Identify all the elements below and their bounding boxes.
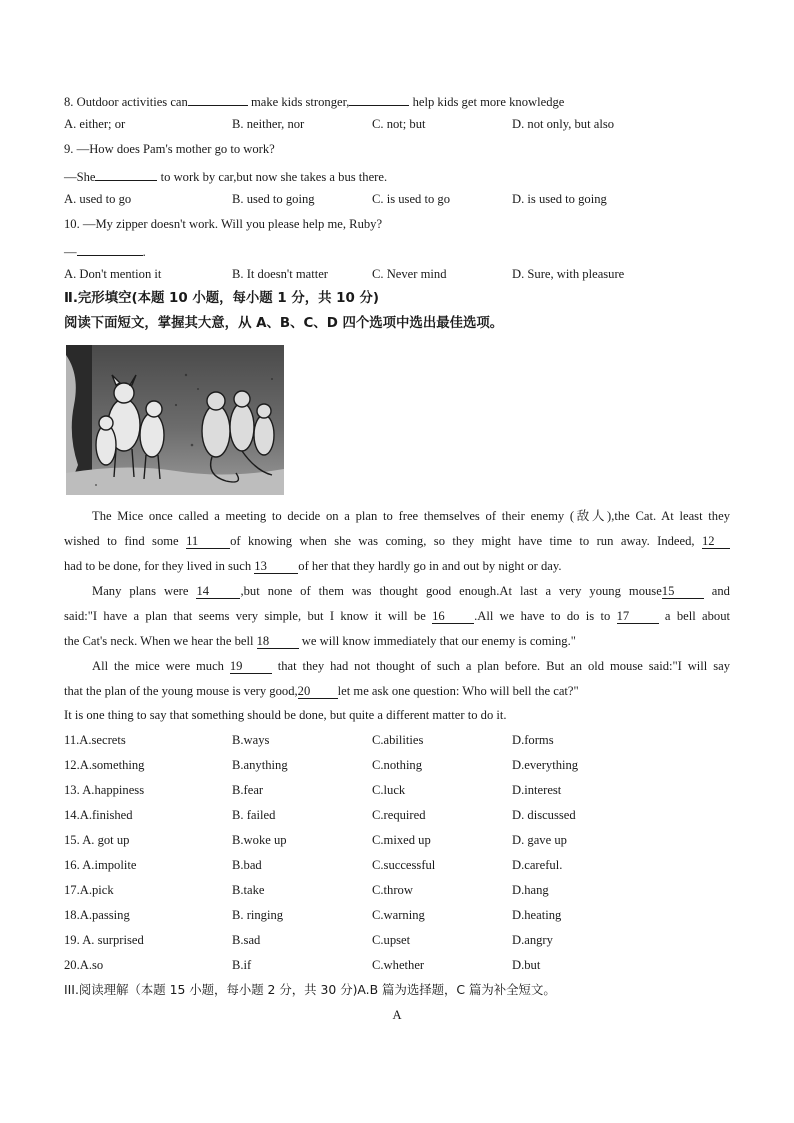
cloze-option-16-b: B.bad — [232, 858, 262, 872]
cloze-option-17-d: D.hang — [512, 883, 549, 897]
cloze-option-13-a: 13. A.happiness — [64, 783, 145, 797]
section-3-heading: III.阅读理解（本题 15 小题，每小题 2 分，共 30 分)A.B 篇为选择题，C 篇为补全短文。 — [64, 982, 556, 997]
q9-option-c: C. is used to go — [372, 192, 451, 206]
cloze-option-12-c: C.nothing — [372, 758, 423, 772]
question-10-answer-line: — . — [64, 241, 146, 260]
cloze-blank-17: 17 — [617, 609, 659, 624]
cloze-option-18-c: C.warning — [372, 908, 425, 922]
cloze-option-12-a: 12.A.something — [64, 758, 145, 772]
passage-paragraph-1: The Mice once called a meeting to decide on a plan to free themselves of their enemy (敌人),the Cat. At least they wished to find some 11 of knowing when she was coming, so they might have time to run away. Indeed, 12 had to be done, for they lived in such 13 of her that they hardly go in and out by night or day. — [64, 509, 730, 573]
cloze-blank-14: 14 — [196, 584, 240, 599]
cloze-option-11-c: C.abilities — [372, 733, 424, 747]
q10-option-d: D. Sure, with pleasure — [512, 267, 625, 281]
cloze-option-17-b: B.take — [232, 883, 265, 897]
cloze-option-13-b: B.fear — [232, 783, 264, 797]
cloze-option-15-c: C.mixed up — [372, 833, 431, 847]
cloze-option-11-a: 11.A.secrets — [64, 733, 126, 747]
passage-paragraph-3: All the mice were much 19 that they had not thought of such a plan before. But an old mouse said:"I will say that the plan of the young mouse is very good,20 let me ask one question: Who will bell the cat?" — [64, 659, 730, 698]
cloze-blank-15: 15 — [662, 584, 704, 599]
cloze-option-14-a: 14.A.finished — [64, 808, 133, 822]
q8-option-d: D. not only, but also — [512, 117, 615, 131]
answer-blank — [77, 241, 143, 256]
cloze-option-11-d: D.forms — [512, 733, 554, 747]
section-2-heading: Ⅱ.完形填空(本题 10 小题，每小题 1 分，共 10 分) — [64, 291, 379, 306]
question-10-stem: 10. —My zipper doesn't work. Will you please help me, Ruby? — [64, 217, 383, 231]
cloze-option-19-c: C.upset — [372, 933, 411, 947]
q9-option-b: B. used to going — [232, 192, 315, 206]
cloze-option-18-d: D.heating — [512, 908, 562, 922]
question-9-stem: 9. —How does Pam's mother go to work? — [64, 142, 275, 156]
cloze-option-16-c: C.successful — [372, 858, 436, 872]
mice-meeting-illustration — [66, 345, 298, 497]
q9-option-d: D. is used to going — [512, 192, 607, 206]
q10-option-a: A. Don't mention it — [64, 267, 162, 281]
cloze-option-15-b: B.woke up — [232, 833, 287, 847]
cloze-option-12-d: D.everything — [512, 758, 579, 772]
cloze-option-20-d: D.but — [512, 958, 541, 972]
cloze-blank-16: 16 — [432, 609, 474, 624]
passage-a-label: A — [392, 1008, 402, 1022]
cloze-blank-13: 13 — [254, 559, 298, 574]
cloze-option-20-a: 20.A.so — [64, 958, 104, 972]
section-2-instruction: 阅读下面短文，掌握其大意，从 A、B、C、D 四个选项中选出最佳选项。 — [64, 316, 504, 331]
q9-option-a: A. used to go — [64, 192, 132, 206]
cloze-blank-20: 20 — [298, 684, 338, 699]
cloze-option-13-d: D.interest — [512, 783, 562, 797]
cloze-blank-11: 11 — [186, 534, 230, 549]
cloze-option-15-a: 15. A. got up — [64, 833, 130, 847]
answer-blank — [188, 91, 248, 106]
cloze-option-14-d: D. discussed — [512, 808, 576, 822]
cloze-option-13-c: C.luck — [372, 783, 406, 797]
answer-blank — [95, 166, 157, 181]
cloze-option-19-b: B.sad — [232, 933, 261, 947]
cloze-blank-18: 18 — [257, 634, 299, 649]
cloze-option-20-b: B.if — [232, 958, 252, 972]
cloze-blank-12: 12 — [702, 534, 730, 549]
cloze-option-17-a: 17.A.pick — [64, 883, 114, 897]
cloze-option-12-b: B.anything — [232, 758, 288, 772]
cloze-option-17-c: C.throw — [372, 883, 413, 897]
cloze-blank-19: 19 — [230, 659, 272, 674]
cloze-option-14-c: C.required — [372, 808, 426, 822]
cloze-option-19-d: D.angry — [512, 933, 553, 947]
passage-closing-line: It is one thing to say that something should be done, but quite a different matter to do it. — [64, 708, 507, 722]
passage-paragraph-2: Many plans were 14 ,but none of them was thought good enough.At last a very young mouse15 and said:"I have a plan that seems very simple, but I know it will be 16 .All we have to do is to 17 a bell about the Cat's neck. When we hear the bell 18 we will know immediately that our enemy is coming." — [64, 584, 730, 648]
q8-option-b: B. neither, nor — [232, 117, 305, 131]
q10-option-b: B. It doesn't matter — [232, 267, 329, 281]
q8-option-c: C. not; but — [372, 117, 426, 131]
question-9-answer-line: —She to work by car,but now she takes a bus there. — [64, 166, 387, 185]
question-8-stem: 8. Outdoor activities can make kids stronger, help kids get more knowledge — [64, 91, 564, 110]
cloze-option-18-b: B. ringing — [232, 908, 284, 922]
cloze-option-16-d: D.careful. — [512, 858, 563, 872]
cloze-option-11-b: B.ways — [232, 733, 270, 747]
cloze-option-20-c: C.whether — [372, 958, 425, 972]
answer-blank — [349, 91, 409, 106]
cloze-option-14-b: B. failed — [232, 808, 276, 822]
cloze-option-19-a: 19. A. surprised — [64, 933, 144, 947]
q10-option-c: C. Never mind — [372, 267, 447, 281]
cloze-option-15-d: D. gave up — [512, 833, 567, 847]
q8-option-a: A. either; or — [64, 117, 126, 131]
cloze-option-16-a: 16. A.impolite — [64, 858, 137, 872]
cloze-option-18-a: 18.A.passing — [64, 908, 130, 922]
